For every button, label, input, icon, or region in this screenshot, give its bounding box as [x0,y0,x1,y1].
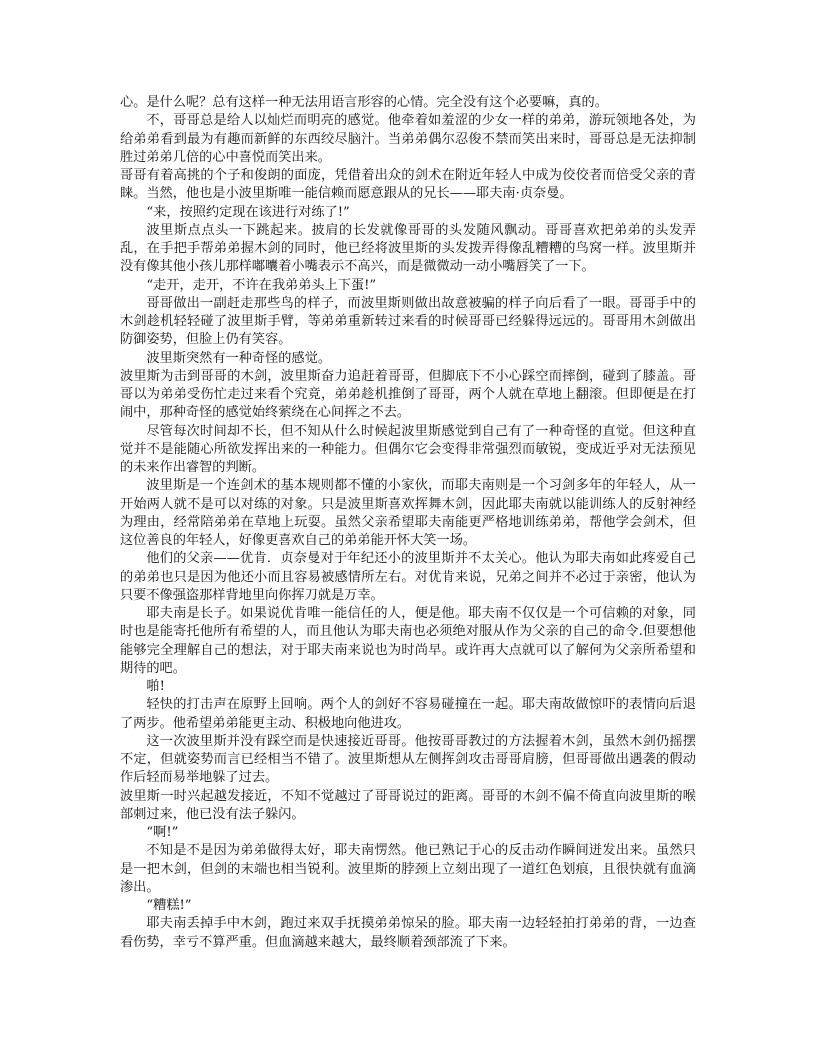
dialogue-line: “走开，走开，不许在我弟弟头上下蛋!” [146,277,377,293]
paragraph: 耶夫南丢掉手中木剑，跑过来双手抚摸弟弟惊呆的脸。耶夫南一边轻轻拍打弟弟的背，一边查看伤势，幸亏不算严重。但血滴越来越大，最终顺着颈部流了下来。 [120,916,696,950]
paragraph: 波里斯一时兴起越发接近，不知不觉越过了哥哥说过的距离。哥哥的木剑不偏不倚直向波里斯的喉部刺过来，他已没有法子躲闪。 [120,788,696,822]
paragraph-continued: 心。是什么呢？总有这样一种无法用语言形容的心情。完全没有这个必要嘛，真的。 [120,95,608,110]
dialogue-line: “啊!” [146,825,179,840]
paragraph: 他们的父亲——优肯．贞奈曼对于年纪还小的波里斯并不太关心。他认为耶夫南如此疼爱自己的弟弟也只是因为他还小而且容易被感情所左右。对优肯来说，兄弟之间并不必过于亲密，他认为只要不像强盗那样背地里向你挥刀就是万幸。 [120,551,696,603]
dialogue-line: “糟糕!” [146,898,192,913]
paragraph: 哥哥有着高挑的个子和俊朗的面庞，凭借着出众的剑术在附近年轻人中成为佼佼者而倍受父亲的青睐。当然，他也是小波里斯唯一能信赖而愿意跟从的兄长——耶夫南·贞奈曼。 [120,168,696,202]
dialogue-line: “来，按照约定现在该进行对练了!” [146,204,350,220]
paragraph: 波里斯点点头一下跳起来。披肩的长发就像哥哥的头发随风飘动。哥哥喜欢把弟弟的头发弄乱，在手把手帮弟弟握木剑的同时，他已经将波里斯的头发拨弄得像乱糟糟的鸟窝一样。波里斯并没有像其他小孩儿那样嘟囔着小嘴表示不高兴，而是微微动一动小嘴唇笑了一下。 [120,222,696,275]
paragraph: 波里斯是一个连剑术的基本规则都不懂的小家伙，而耶夫南则是一个习剑多年的年轻人，从一开始两人就不是可以对练的对象。只是波里斯喜欢挥舞木剑，因此耶夫南就以能训练人的反射神经为理由，经常陪弟弟在草地上玩耍。虽然父亲希望耶夫南能更严格地训练弟弟，帮他学会剑术，但这位善良的年轻人，好像更喜欢自己的弟弟能开怀大笑一场。 [120,478,696,548]
paragraph: 耶夫南是长子。如果说优肯唯一能信任的人，便是他。耶夫南不仅仅是一个可信赖的对象，同时也是能寄托他所有希望的人，而且他认为耶夫南也必须绝对服从作为父亲的自己的命令.但要想他能够完全理解自己的想法，对于耶夫南来说也为时尚早。或许再大点就可以了解何为父亲所希望和期待的吧。 [120,606,696,676]
dialogue-line: 啪! [146,679,165,694]
paragraph: 不知是不是因为弟弟做得太好，耶夫南愣然。他已熟记于心的反击动作瞬间迸发出来。虽然只是一把木剑，但剑的末端也相当锐利。波里斯的脖颈上立刻出现了一道红色划痕，且很快就有血滴渗出。 [120,843,696,895]
paragraph: 这一次波里斯并没有踩空而是快速接近哥哥。他按哥哥教过的方法握着木剑，虽然木剑仍摇摆不定，但就姿势而言已经相当不错了。波里斯想从左侧挥剑攻击哥哥肩膀，但哥哥做出遇袭的假动作后轻而易举地躲了过去。 [120,733,696,786]
paragraph: 波里斯突然有一种奇怪的感觉。 [146,350,332,366]
paragraph: 哥哥做出一副赶走那些鸟的样子，而波里斯则做出故意被骗的样子向后看了一眼。哥哥手中的木剑趁机轻轻碰了波里斯手臂，等弟弟重新转过来看的时候哥哥已经躲得远远的。哥哥用木剑做出防御姿势，但脸上仍有笑容。 [120,295,696,348]
paragraph: 轻快的打击声在原野上回响。两个人的剑好不容易碰撞在一起。耶夫南故做惊吓的表情向后退了两步。他希望弟弟能更主动、积极地向他进攻。 [120,697,696,731]
paragraph: 波里斯为击到哥哥的木剑，波里斯奋力追赶着哥哥，但脚底下不小心踩空而摔倒，碰到了膝盖。哥哥以为弟弟受伤忙走过来看个究竟，弟弟趁机推倒了哥哥，两个人就在草地上翻滚。但即便是在打闹中，那种奇怪的感觉始终萦绕在心间挥之不去。 [120,368,696,421]
paragraph: 尽管每次时间却不长，但不知从什么时候起波里斯感觉到自己有了一种奇怪的直觉。但这种直觉并不是能随心所欲发挥出来的一种能力。但偶尔它会变得非常强烈而敏锐，变成近乎对无法预见的未来作出睿智的判断。 [120,423,696,475]
paragraph: 不，哥哥总是给人以灿烂而明亮的感觉。他牵着如羞涩的少女一样的弟弟，游玩领地各处，为给弟弟看到最为有趣而新鲜的东西绞尽脑汁。当弟弟偶尔忍俊不禁而笑出来时，哥哥总是无法抑制胜过弟弟几倍的心中喜悦而笑出来。 [120,113,696,165]
